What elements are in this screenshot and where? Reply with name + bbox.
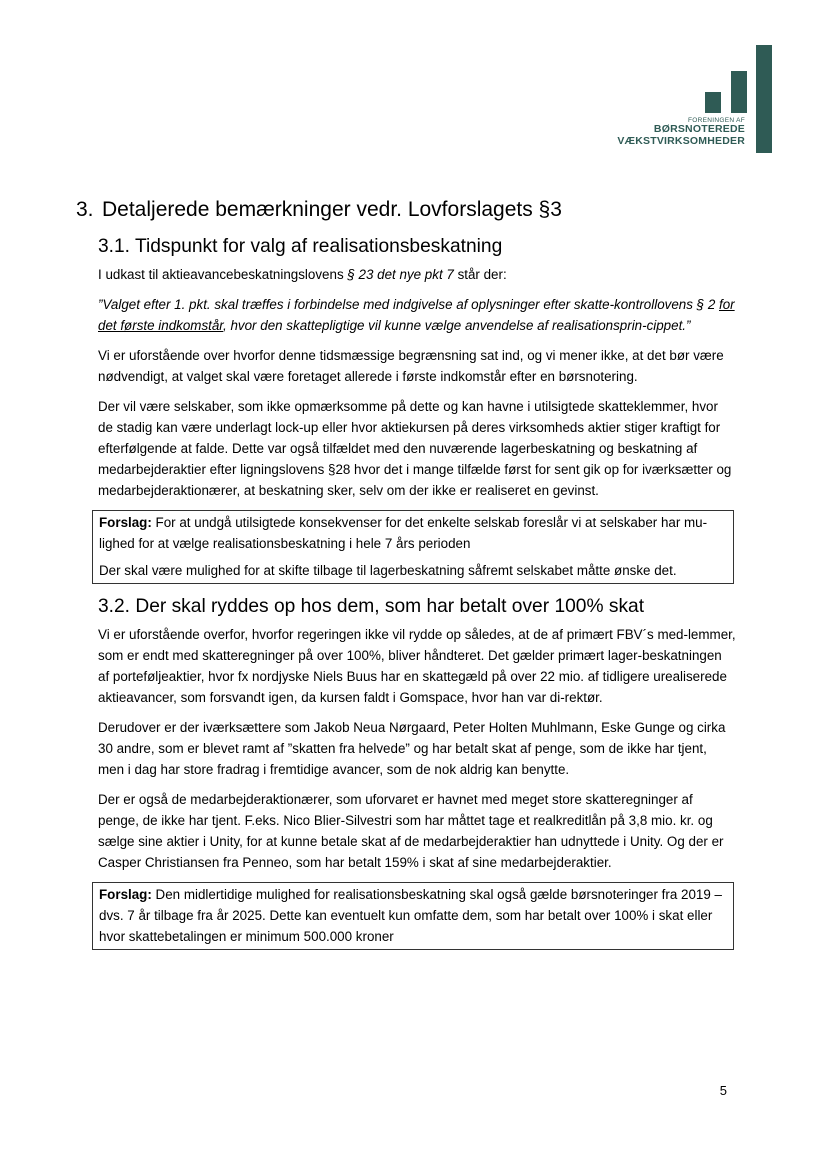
quote-part-b: , hvor den skattepligtige vil kunne vælge anvendelse af realisationsprin-cippet.”: [223, 318, 691, 333]
section-3-1-heading: 3.1. Tidspunkt for valg af realisationsbeskatning: [98, 236, 503, 257]
proposal-paragraph: Der skal være mulighed for at skifte tilbage til lagerbeskatning såfremt selskabet måtte ønske det.: [99, 563, 677, 578]
law-quote: [98, 294, 736, 336]
proposal-text: For at undgå utilsigtede konsekvenser for det enkelte selskab foreslår vi at selskaber har mu-lighed for at vælge realisationsbeskatning i hele 7 års perioden: [99, 515, 708, 551]
intro-text: I udkast til aktieavancebeskatningslovens: [98, 267, 348, 282]
quote-underlined: for det første indkomstår: [98, 297, 735, 333]
logo-bar-medium: [731, 71, 747, 113]
logo-line-3: VÆKSTVIRKSOMHEDER: [617, 134, 745, 147]
section-3-heading: [76, 196, 736, 224]
document-body: [76, 196, 736, 960]
intro-paragraph: [98, 264, 736, 285]
logo-bar-tall: [756, 45, 772, 153]
logo-bar-small: [705, 92, 721, 113]
section-3-number: 3.: [76, 198, 94, 221]
proposal-paragraph: [99, 512, 727, 554]
section-3-2-heading: 3.2. Der skal ryddes op hos dem, som har betalt over 100% skat: [98, 596, 645, 617]
logo-line-1: FORENINGEN AF: [688, 117, 745, 124]
proposal-text: Den midlertidige mulighed for realisationsbeskatning skal også gælde børsnoteringer fra 2019 – dvs. 7 år tilbage fra år 2025. Dette kan eventuelt kun omfatte dem, som har betalt over 100% i skat eller hvor skattebetalingen er minimum 500.000 kroner: [99, 887, 722, 944]
paragraph: Vi er uforstående overfor, hvorfor regeringen ikke vil rydde op således, at de af primært FBV´s med-lemmer, som er endt med skatteregninger på over 100%, bliver håndteret. Det gælder primært lager-beskatningen af porteføljeaktier, hvor fx nordjyske Niels Buus har en skattegæld på over 22 mio. af tidligere urealiserede aktieavancer, som forsvandt igen, da kursen faldt i Gomspace, hvor han var di-rektør.: [98, 627, 736, 705]
paragraph: Derudover er der iværksættere som Jakob Neua Nørgaard, Peter Holten Muhlmann, Eske Gunge og cirka 30 andre, som er blevet ramt af ”skatten fra helvede” og har betalt skat af penge, som de ikke har tjent, men i dag har store fradrag i fremtidige avancer, som de nok aldrig kan benytte.: [98, 720, 726, 777]
section-3-1-body: [98, 264, 736, 584]
intro-reference: § 23 det nye pkt 7: [347, 267, 454, 282]
section-3-2-body: [98, 624, 736, 950]
logo-text: [617, 117, 745, 147]
proposal-paragraph: [99, 884, 727, 947]
proposal-label: Forslag:: [99, 887, 152, 902]
paragraph: Vi er uforstående over hvorfor denne tidsmæssige begrænsning sat ind, og vi mener ikke, at det bør være nødvendigt, at valget skal være foretaget allerede i første indkomstår efter en børsnotering.: [98, 348, 724, 384]
proposal-label: Forslag:: [99, 515, 152, 530]
page-number: 5: [719, 1083, 727, 1098]
section-3-title: Detaljerede bemærkninger vedr. Lovforslagets §3: [102, 198, 562, 221]
proposal-box: [92, 510, 734, 584]
intro-end: står der:: [453, 267, 507, 282]
organization-logo: [575, 45, 775, 155]
logo-line-2: BØRSNOTEREDE: [653, 123, 745, 136]
paragraph: Der er også de medarbejderaktionærer, som uforvaret er havnet med meget store skatteregninger af penge, de ikke har tjent. F.eks. Nico Blier-Silvestri som har måttet tage et realkreditlån på 3,8 mio. kr. og sælge sine aktier i Unity, for at kunne betale skat af de medarbejderaktier han udnyttede i Unity. Og der er Casper Christiansen fra Penneo, som har betalt 159% i skat af sine medarbejderaktier.: [98, 792, 724, 870]
proposal-box: [92, 882, 734, 950]
paragraph: Der vil være selskaber, som ikke opmærksomme på dette og kan havne i utilsigtede skatteklemmer, hvor de stadig kan være underlagt lock-up eller hvor aktiekursen på deres virksomheds aktier stiger kraftigt for efterfølgende at falde. Dette var også tilfældet med den nuværende lagerbeskatning og beskatning af medarbejderaktier efter ligningslovens §28 hvor det i mange tilfælde først for sent gik op for iværksætter og medarbejderaktionærer, at beskatning sker, selv om der ikke er realiseret en gevinst.: [98, 399, 732, 498]
quote-part-a: ”Valget efter 1. pkt. skal træffes i forbindelse med indgivelse af oplysninger efter skatte-kontrollovens § 2: [98, 297, 719, 312]
